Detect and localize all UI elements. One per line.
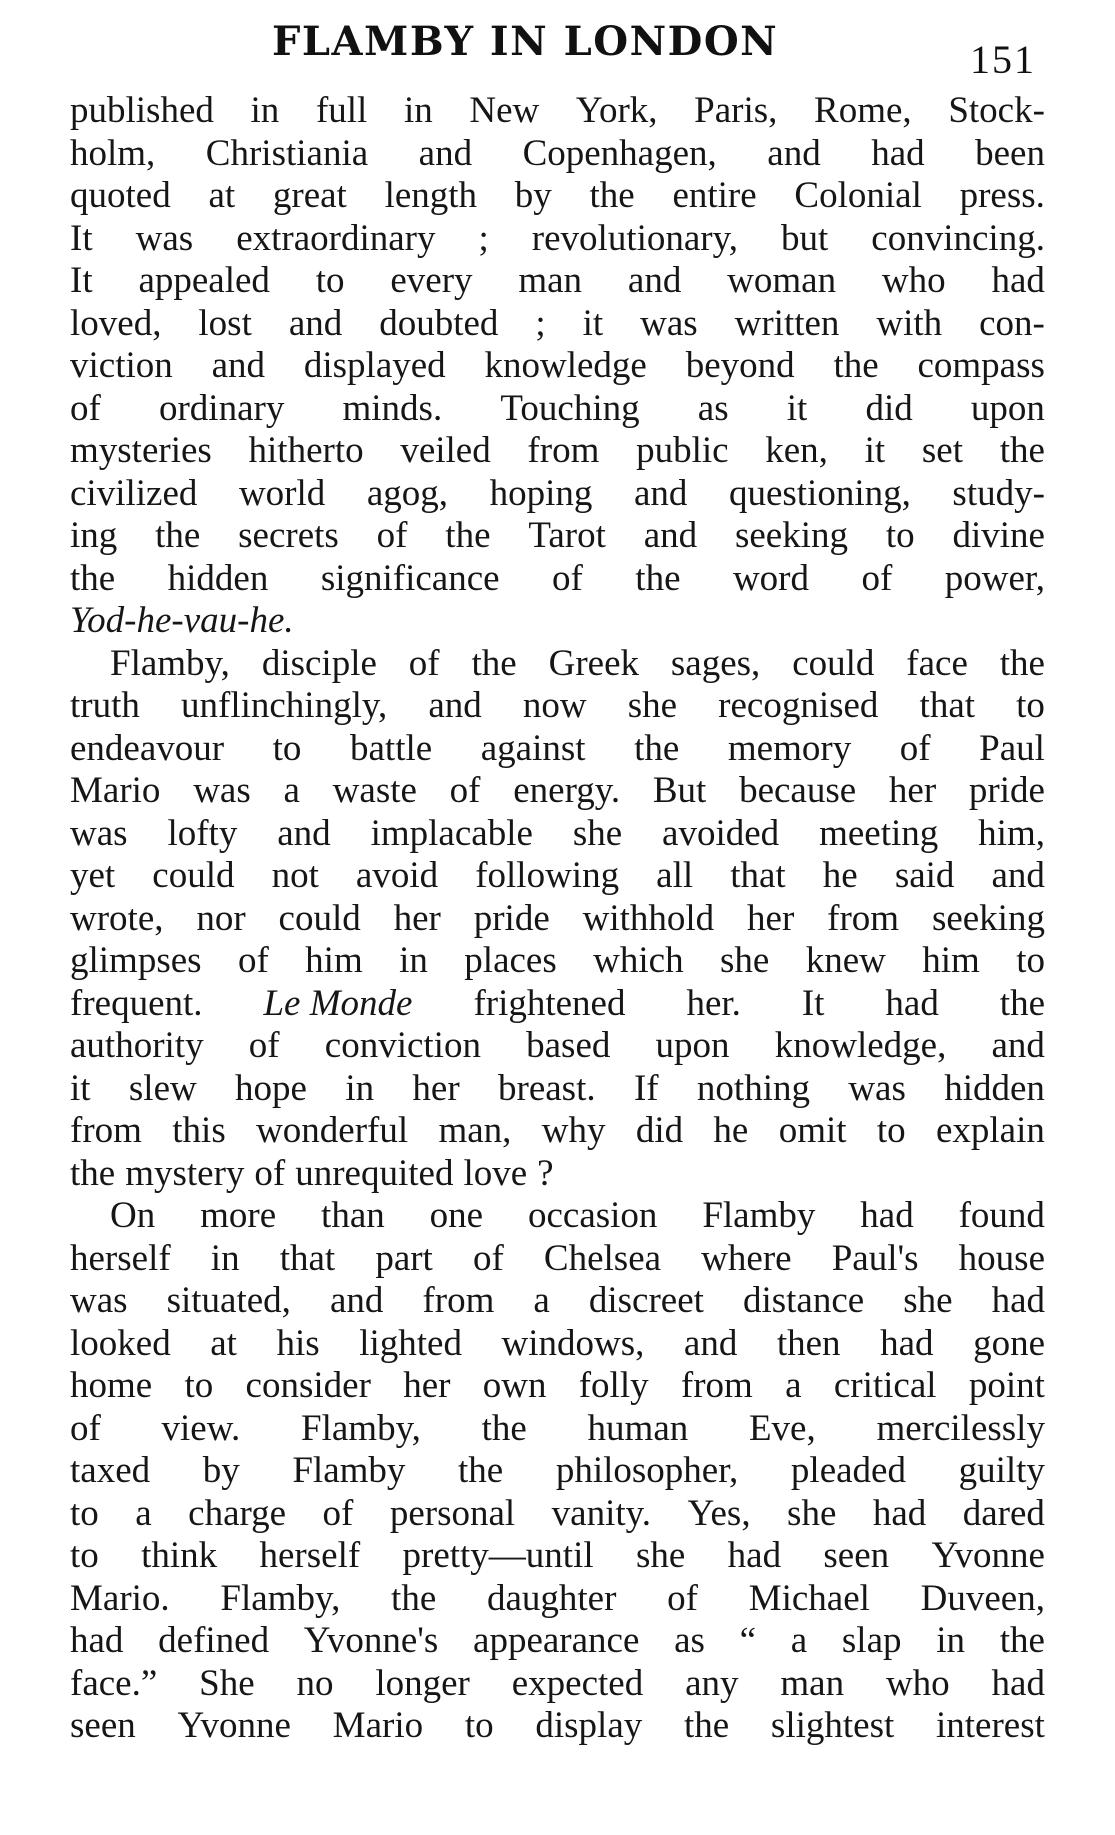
body-text	[70, 90, 1045, 1748]
text-line: to think herself pretty—until she had seen Yvonne	[70, 1535, 1045, 1576]
text-line: looked at his lighted windows, and then had gone	[70, 1322, 1045, 1364]
text-line: had defined Yvonne's appearance as “ a slap in the	[70, 1620, 1045, 1661]
text-line: quoted at great length by the entire Colonial press.	[70, 175, 1045, 216]
text-line: was situated, and from a discreet distance she had	[70, 1280, 1045, 1321]
text-line: to a charge of personal vanity. Yes, she had dared	[70, 1492, 1045, 1534]
text-line: endeavour to battle against the memory of Paul	[70, 727, 1045, 769]
text-line: viction and displayed knowledge beyond the compass	[70, 345, 1045, 386]
text-line: it slew hope in her breast. If nothing was hidden	[70, 1067, 1045, 1109]
text-line: the mystery of unrequited love ?	[70, 1152, 554, 1194]
text-line: Mario was a waste of energy. But because her pride	[70, 770, 1045, 811]
text-line: It was extraordinary ; revolutionary, but convincing.	[70, 217, 1045, 259]
text-line: herself in that part of Chelsea where Paul's house	[70, 1237, 1045, 1279]
text-line: was lofty and implacable she avoided meeting him,	[70, 812, 1045, 854]
text-line: the hidden significance of the word of power,	[70, 557, 1045, 599]
text-line: yet could not avoid following all that he said and	[70, 855, 1045, 896]
running-title: FLAMBY IN LONDON	[272, 18, 779, 65]
text-line: It appealed to every man and woman who had	[70, 260, 1045, 301]
text-line-italic-term: Yod-he-vau-he.	[70, 600, 294, 641]
text-line: civilized world agog, hoping and questioning, study-	[70, 472, 1045, 514]
text-line: face.” She no longer expected any man who had	[70, 1662, 1045, 1704]
text-line: of ordinary minds. Touching as it did upon	[70, 387, 1045, 429]
text-line: wrote, nor could her pride withhold her from seeking	[70, 897, 1045, 939]
text-line: published in full in New York, Paris, Rome, Stock-	[70, 90, 1045, 131]
text-line: truth unflinchingly, and now she recognised that to	[70, 685, 1045, 726]
text-line: seen Yvonne Mario to display the slightest interest	[70, 1705, 1045, 1746]
text-line: ing the secrets of the Tarot and seeking to divine	[70, 515, 1045, 556]
text-line: taxed by Flamby the philosopher, pleaded guilty	[70, 1450, 1045, 1491]
text-line: mysteries hitherto veiled from public ken, it set the	[70, 430, 1045, 471]
text-line-with-italic-title: frequent. Le Monde frightened her. It had the	[70, 982, 1045, 1024]
text-line: authority of conviction based upon knowledge, and	[70, 1025, 1045, 1066]
text-line: Mario. Flamby, the daughter of Michael Duveen,	[70, 1577, 1045, 1619]
page-number: 151	[970, 37, 1036, 82]
text-line: glimpses of him in places which she knew him to	[70, 940, 1045, 981]
text-line: holm, Christiania and Copenhagen, and had been	[70, 132, 1045, 174]
text-line: of view. Flamby, the human Eve, mercilessly	[70, 1407, 1045, 1449]
paragraph-first-line: On more than one occasion Flamby had found	[110, 1195, 1045, 1236]
paragraph-first-line: Flamby, disciple of the Greek sages, could face the	[110, 642, 1045, 684]
running-head	[0, 18, 1115, 82]
text-line: from this wonderful man, why did he omit to explain	[70, 1110, 1045, 1151]
text-line: loved, lost and doubted ; it was written with con-	[70, 302, 1045, 344]
text-line: home to consider her own folly from a critical point	[70, 1365, 1045, 1406]
